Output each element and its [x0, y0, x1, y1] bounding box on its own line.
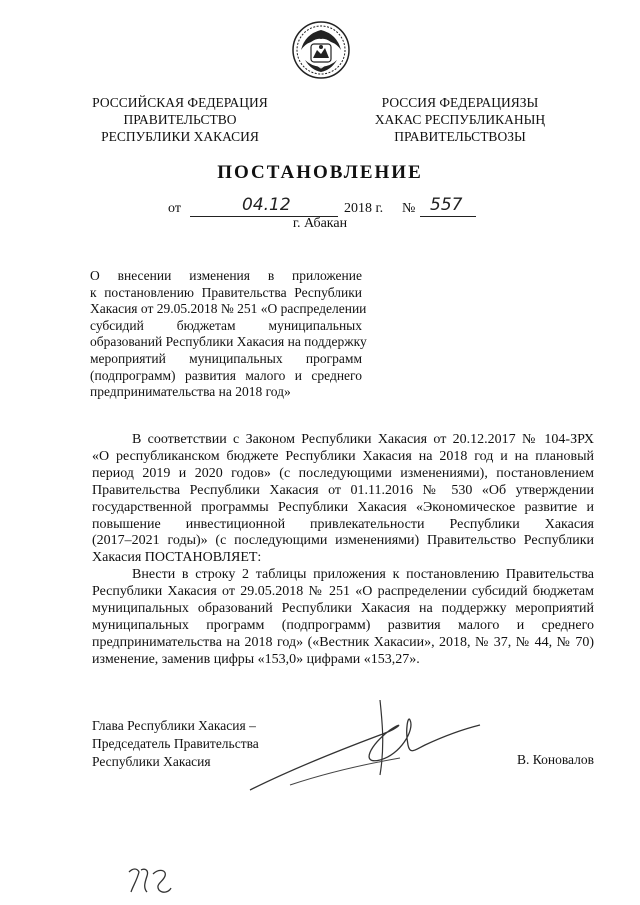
document-body: [92, 432, 594, 669]
header-left-line: ПРАВИТЕЛЬСТВО: [123, 112, 237, 127]
subject-line: Хакасия от 29.05.2018 № 251 «О распределении: [90, 301, 367, 317]
city-line: г. Абакан: [292, 216, 348, 231]
header-right-line: ХАКАС РЕСПУБЛИКАНЫҢ: [374, 112, 546, 127]
header-left-line: РОССИЙСКАЯ ФЕДЕРАЦИЯ: [92, 95, 268, 110]
handwritten-number: 557: [430, 195, 463, 215]
handwritten-initials: [125, 862, 175, 896]
header-left-block: [80, 94, 280, 145]
header-right-block: [350, 94, 570, 145]
from-label: от: [168, 201, 181, 216]
signatory-title-line: Республики Хакасия: [92, 753, 211, 769]
body-line: предпринимательства на 2018 год» («Вестник Хакасии», 2018, № 37, № 44, № 70): [92, 634, 594, 650]
body-line: муниципальных программ (подпрограмм) развития малого и среднего: [92, 617, 594, 633]
number-label: №: [402, 201, 416, 216]
subject-line: О внесении изменения в приложение: [90, 268, 362, 283]
coat-of-arms-emblem: [291, 20, 351, 80]
subject-line: субсидий бюджетам муниципальных: [90, 317, 362, 333]
body-line: В соответствии с Законом Республики Хакасия от 20.12.2017 № 104-ЗРХ: [132, 432, 594, 447]
body-line: государственной программы Республики Хакасия «Экономическое развитие и: [92, 499, 594, 515]
header-right-line: ПРАВИТЕЛЬСТВОЗЫ: [394, 129, 526, 144]
subject-line: к постановлению Правительства Республики: [90, 284, 362, 300]
body-line: муниципальных образований Республики Хакасия на поддержку мероприятий: [92, 601, 594, 617]
body-line: «О республиканском бюджете Республики Хакасия на 2018 год и на плановый: [92, 448, 594, 464]
body-line: (2017–2021 годы)» (с последующими изменениями) Правительство Республики: [92, 533, 594, 549]
document-title: ПОСТАНОВЛЕНИЕ: [217, 162, 423, 183]
handwritten-signature: [230, 690, 490, 800]
body-line: повышение инвестиционной привлекательности Республики Хакасия: [92, 516, 594, 532]
body-line: Хакасия ПОСТАНОВЛЯЕТ:: [92, 550, 262, 566]
year-text: 2018 г.: [344, 201, 384, 216]
body-line: изменение, заменив цифры «153,0» цифрами «153,27».: [92, 651, 420, 667]
subject-line: образований Республики Хакасия на поддержку: [90, 334, 367, 350]
signatory-title-line: Глава Республики Хакасия –: [92, 718, 256, 733]
signatory-name: В. Коновалов: [517, 752, 594, 767]
subject-line: предпринимательства на 2018 год»: [90, 384, 291, 400]
body-line: период 2019 и 2020 годов» (с последующими изменениями), постановлением: [92, 465, 594, 481]
header-right-line: РОССИЯ ФЕДЕРАЦИЯЗЫ: [381, 95, 539, 110]
subject-line: мероприятий муниципальных программ: [90, 350, 362, 366]
document-subject: [90, 268, 367, 401]
body-line: Республики Хакасия от 29.05.2018 № 251 «О распределении субсидий бюджетам: [92, 584, 594, 600]
body-line: Внести в строку 2 таблицы приложения к постановлению Правительства: [132, 567, 594, 583]
handwritten-date: 04.12: [242, 195, 291, 215]
subject-line: (подпрограмм) развития малого и среднего: [90, 367, 362, 383]
header-left-line: РЕСПУБЛИКИ ХАКАСИЯ: [101, 129, 259, 144]
signatory-title-line: Председатель Правительства: [92, 735, 259, 751]
body-line: Правительства Республики Хакасия от 01.11.2016 № 530 «Об утверждении: [92, 482, 594, 498]
